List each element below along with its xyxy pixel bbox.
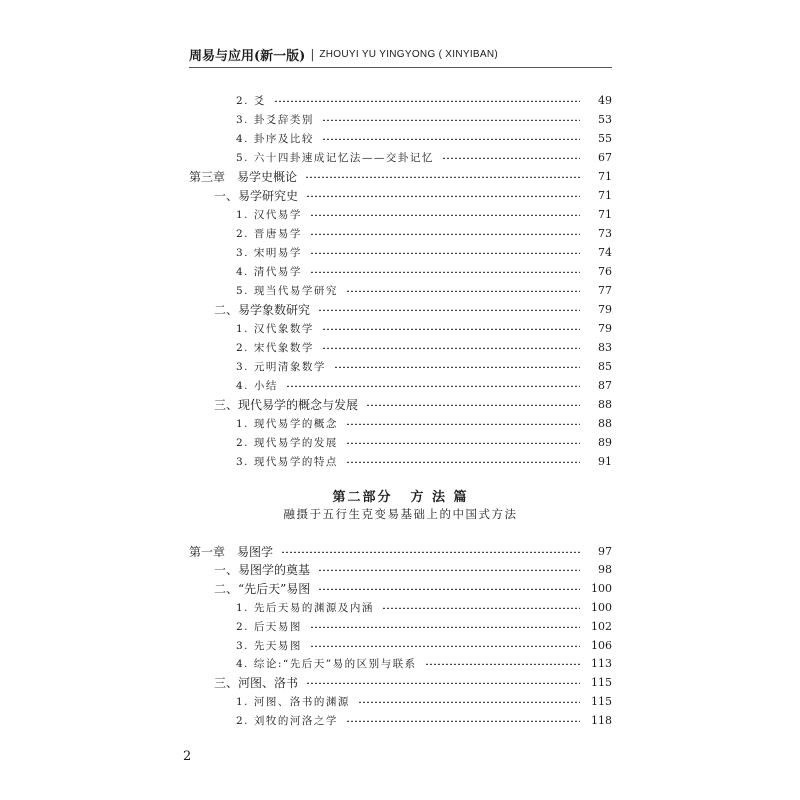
toc-page-number: 115 bbox=[591, 676, 612, 690]
toc-entry bbox=[236, 242, 612, 262]
toc-page-number: 67 bbox=[598, 150, 612, 164]
toc-page-number: 79 bbox=[598, 303, 612, 317]
toc-entry-title: 2. 现代易学的发展 bbox=[236, 437, 338, 450]
toc-entry-title: 4. 综论:“先后天”易的区别与联系 bbox=[236, 658, 417, 671]
toc-entry-title: 3. 现代易学的特点 bbox=[236, 456, 338, 469]
toc-entry bbox=[236, 376, 612, 396]
toc-page-number: 106 bbox=[591, 638, 612, 652]
dot-leader bbox=[334, 365, 580, 368]
dot-leader bbox=[346, 719, 580, 722]
header-separator: | bbox=[310, 47, 315, 61]
toc-page-number: 55 bbox=[598, 131, 612, 145]
dot-leader bbox=[310, 644, 580, 647]
dot-leader bbox=[318, 587, 580, 590]
toc-entry bbox=[236, 452, 612, 472]
part-subtitle: 融摄于五行生克变易基础上的中国式方法 bbox=[283, 507, 518, 521]
toc-page-number: 76 bbox=[598, 264, 612, 278]
toc-entry-title: 1. 汉代易学 bbox=[236, 208, 302, 221]
part-name: 方 法 篇 bbox=[410, 490, 469, 505]
dot-leader bbox=[346, 441, 580, 444]
book-title-pinyin: ZHOUYI YU YINGYONG ( XINYIBAN) bbox=[319, 48, 499, 60]
toc-page-number: 77 bbox=[598, 284, 612, 297]
toc-page-number: 71 bbox=[598, 169, 612, 183]
book-title: 周易与应用(新一版) bbox=[189, 48, 306, 64]
toc-entry bbox=[236, 338, 612, 358]
dot-leader bbox=[318, 308, 580, 311]
toc-page-number: 73 bbox=[598, 226, 612, 240]
toc-page-number: 53 bbox=[598, 112, 612, 126]
toc-page-number: 88 bbox=[598, 417, 612, 431]
dot-leader bbox=[310, 232, 580, 235]
dot-leader bbox=[274, 99, 580, 102]
toc-page-number: 85 bbox=[598, 360, 612, 374]
dot-leader bbox=[318, 568, 580, 571]
toc-entry-title: 一、易学研究史 bbox=[214, 188, 299, 203]
toc-entry bbox=[214, 300, 612, 320]
toc-page-number: 87 bbox=[598, 379, 612, 393]
toc-entry bbox=[214, 673, 612, 693]
toc-page-number: 89 bbox=[598, 436, 612, 450]
toc-page-number: 100 bbox=[591, 582, 612, 596]
toc-entry bbox=[214, 579, 612, 599]
toc-entry bbox=[236, 597, 612, 617]
toc-entry bbox=[236, 109, 612, 129]
dot-leader bbox=[306, 681, 580, 684]
toc-page-number: 91 bbox=[598, 455, 612, 469]
part-heading bbox=[189, 486, 612, 505]
dot-leader bbox=[382, 606, 580, 609]
toc-entry-title: 2. 晋唐易学 bbox=[236, 227, 302, 240]
page-number: 2 bbox=[183, 749, 192, 764]
toc-entry bbox=[236, 147, 612, 167]
toc-entry bbox=[189, 541, 612, 561]
toc-page-number: 49 bbox=[598, 93, 612, 107]
toc-page-number: 102 bbox=[591, 619, 612, 633]
toc-entry bbox=[236, 691, 612, 711]
toc-entry bbox=[236, 414, 612, 434]
toc-page-number: 71 bbox=[598, 188, 612, 202]
toc-page-number: 88 bbox=[598, 398, 612, 412]
toc-entry-title: 第一章 易图学 bbox=[189, 544, 274, 559]
toc-entry bbox=[236, 128, 612, 148]
toc-entry-title: 4. 小结 bbox=[236, 380, 278, 393]
toc-page-number: 115 bbox=[591, 694, 612, 708]
toc-entry bbox=[214, 395, 612, 415]
dot-leader bbox=[310, 213, 580, 216]
toc-entry bbox=[236, 710, 612, 730]
toc-entry bbox=[236, 90, 612, 110]
toc-entry-title: 1. 现代易学的概念 bbox=[236, 418, 338, 431]
dot-leader bbox=[358, 700, 580, 703]
toc-entry-title: 三、河图、洛书 bbox=[214, 676, 299, 691]
toc-entry-title: 2. 宋代象数学 bbox=[236, 342, 314, 355]
toc-page-number: 100 bbox=[591, 600, 612, 614]
toc-entry bbox=[236, 261, 612, 281]
dot-leader bbox=[286, 384, 580, 387]
toc-page-number: 113 bbox=[591, 657, 612, 671]
toc-entry-title: 第三章 易学史概论 bbox=[189, 169, 298, 184]
dot-leader bbox=[305, 175, 580, 178]
toc-page-number: 74 bbox=[598, 245, 612, 259]
dot-leader bbox=[310, 251, 580, 254]
toc-entry-title: 4. 清代易学 bbox=[236, 265, 302, 278]
toc-entry-title: 3. 元明清象数学 bbox=[236, 361, 326, 374]
toc-entry-title: 3. 先天易图 bbox=[236, 639, 302, 652]
toc-entry-title: 4. 卦序及比较 bbox=[236, 132, 314, 145]
toc-entry bbox=[236, 433, 612, 453]
toc-entry-title: 3. 宋明易学 bbox=[236, 246, 302, 259]
toc-entry-title: 5. 六十四卦速成记忆法——交卦记忆 bbox=[236, 151, 434, 164]
toc-entry-title: 1. 河图、洛书的渊源 bbox=[236, 695, 350, 708]
toc-page-number: 83 bbox=[598, 341, 612, 355]
toc-entry bbox=[236, 654, 612, 674]
toc-entry bbox=[236, 204, 612, 224]
toc-entry-title: 2. 后天易图 bbox=[236, 620, 302, 633]
toc-entry bbox=[214, 560, 612, 580]
dot-leader bbox=[322, 346, 580, 349]
toc-entry bbox=[236, 319, 612, 339]
toc-entry-title: 2. 爻 bbox=[236, 94, 266, 107]
dot-leader bbox=[322, 327, 580, 330]
toc-entry bbox=[236, 281, 612, 301]
dot-leader bbox=[322, 118, 580, 121]
dot-leader bbox=[425, 662, 580, 665]
toc-entry-title: 二、“先后天”易图 bbox=[214, 582, 311, 597]
dot-leader bbox=[346, 289, 580, 292]
toc-entry-title: 3. 卦爻辞类别 bbox=[236, 113, 314, 126]
dot-leader bbox=[366, 403, 580, 406]
toc-page-number: 98 bbox=[598, 563, 612, 577]
dot-leader bbox=[281, 550, 580, 553]
dot-leader bbox=[322, 137, 580, 140]
toc-page-number: 118 bbox=[591, 713, 612, 727]
dot-leader bbox=[310, 625, 580, 628]
toc-entry-title: 三、现代易学的概念与发展 bbox=[214, 398, 359, 413]
part-label: 第二部分 bbox=[332, 490, 393, 505]
toc-page-number: 79 bbox=[598, 322, 612, 336]
toc-entry bbox=[214, 185, 612, 205]
toc-entry-title: 1. 先后天易的渊源及内涵 bbox=[236, 601, 374, 614]
toc-entry bbox=[236, 635, 612, 655]
dot-leader bbox=[442, 156, 580, 159]
toc-entry-title: 2. 刘牧的河洛之学 bbox=[236, 714, 338, 727]
toc-entry-title: 5. 现当代易学研究 bbox=[236, 285, 338, 297]
dot-leader bbox=[306, 194, 580, 197]
toc-entry-title: 1. 汉代象数学 bbox=[236, 323, 314, 336]
toc-page-number: 97 bbox=[598, 544, 612, 558]
dot-leader bbox=[346, 422, 580, 425]
toc-entry bbox=[236, 616, 612, 636]
toc-entry bbox=[236, 223, 612, 243]
dot-leader bbox=[310, 270, 580, 273]
toc-entry bbox=[236, 357, 612, 377]
toc-entry-title: 一、易图学的奠基 bbox=[214, 563, 311, 578]
toc-entry-title: 二、易学象数研究 bbox=[214, 303, 311, 318]
dot-leader bbox=[346, 460, 580, 463]
toc-entry bbox=[189, 166, 612, 186]
toc-page-number: 71 bbox=[598, 207, 612, 221]
